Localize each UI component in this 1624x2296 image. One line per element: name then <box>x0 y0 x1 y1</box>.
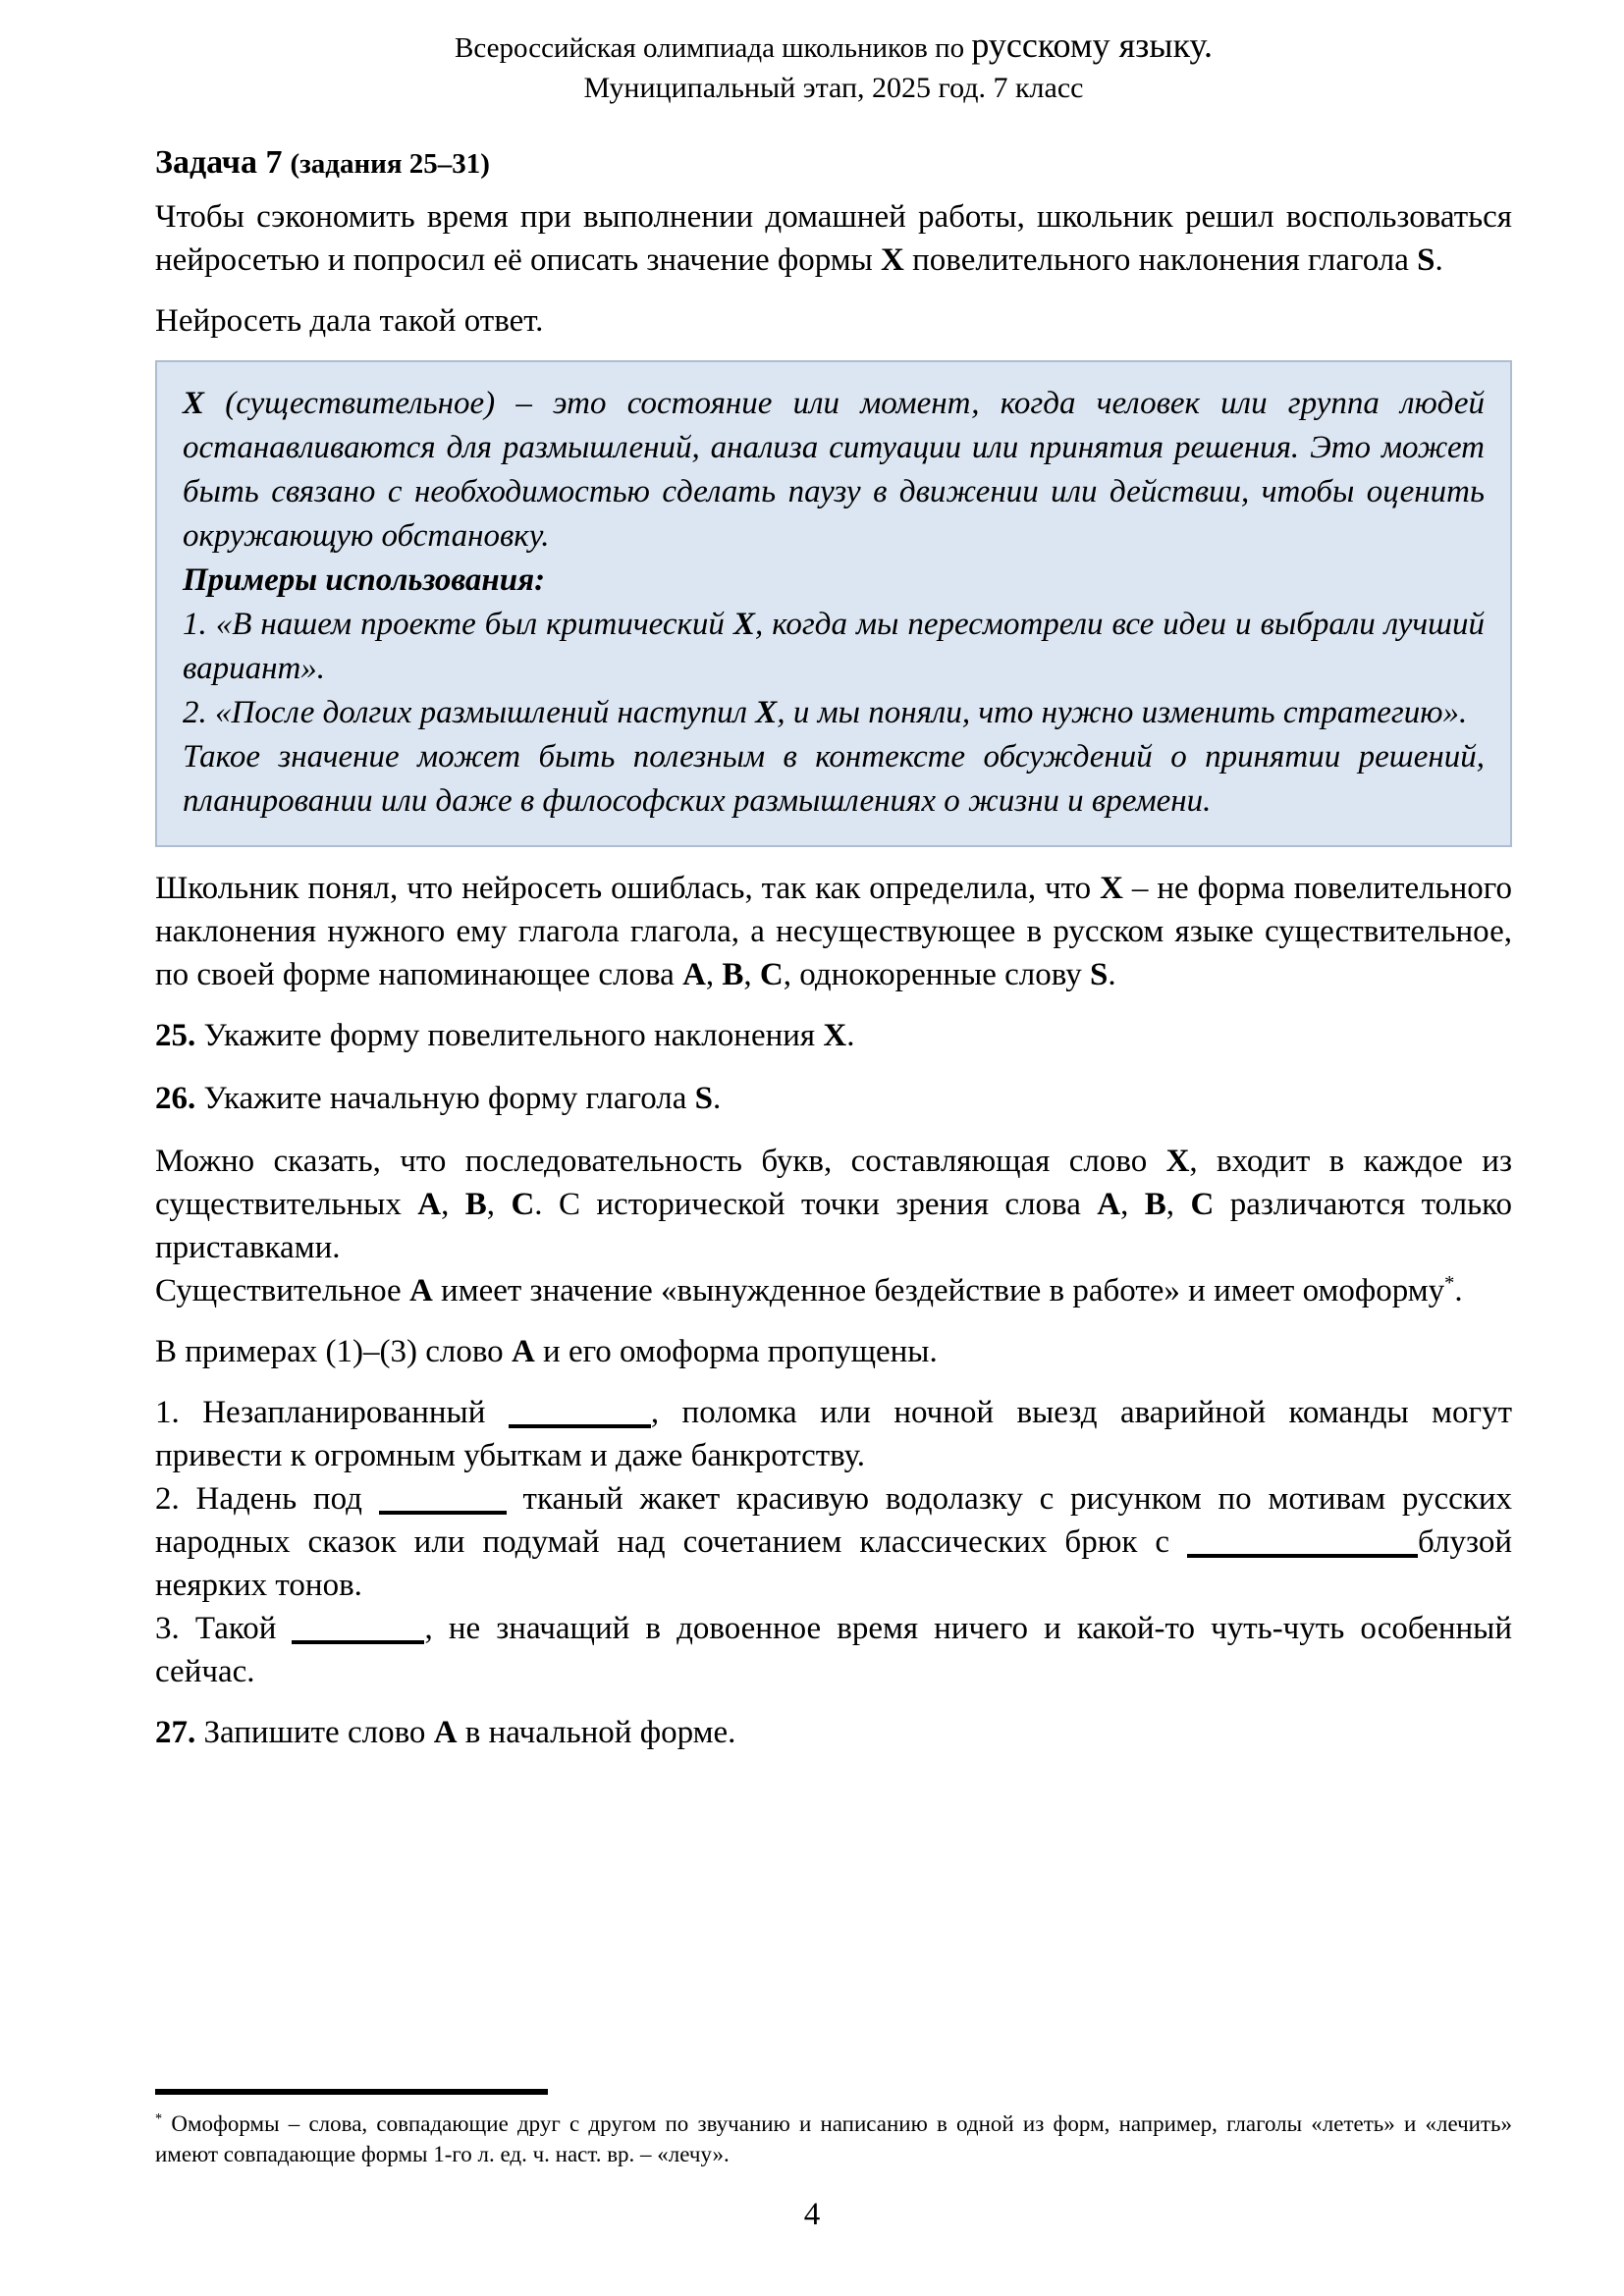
text-run: различаются только приставками. <box>155 1186 1512 1265</box>
text-run: Примеры использования: <box>183 561 546 598</box>
blank-underline <box>379 1485 507 1515</box>
text-run: S <box>694 1080 714 1116</box>
text-run: Нейросеть дала такой ответ. <box>155 302 544 339</box>
text-run: Школьник понял, что нейросеть ошиблась, так как определила, что <box>155 870 1101 906</box>
text-run: С <box>511 1186 535 1222</box>
text-run: X <box>183 385 205 421</box>
footnote-area <box>155 2089 1512 2169</box>
text-run: В <box>722 956 744 992</box>
text-run: , <box>441 1186 465 1222</box>
text-run: Чтобы сэкономить время при выполнении домашней работы, школьник решил воспользоваться нейросетью и попросил её описать значение формы <box>155 198 1512 278</box>
text-run: Существительное <box>155 1272 409 1308</box>
footnote-text <box>155 2109 1512 2169</box>
ai-example-2 <box>183 691 1485 735</box>
text-run: , поломка или ночной выезд аварийной команды могут привести к огромным убыткам и даже банкротству. <box>155 1394 1512 1473</box>
text-run: X <box>881 241 904 278</box>
gap-example-2 <box>155 1477 1512 1607</box>
task-title: Задача 7 <box>155 143 283 181</box>
text-run: . <box>1435 241 1443 278</box>
text-run: , не значащий в довоенное время ничего и какой-то чуть-чуть особенный сейчас. <box>155 1610 1512 1689</box>
text-run: X <box>1100 870 1123 906</box>
text-run: . <box>1454 1272 1463 1308</box>
text-run: В <box>1144 1186 1166 1222</box>
text-run: в начальной форме. <box>457 1714 736 1750</box>
text-run: X <box>823 1017 847 1053</box>
task-subtitle: (задания 25–31) <box>290 147 490 180</box>
blank-underline <box>1187 1528 1418 1558</box>
text-run: (существительное) – это состояние или момент, когда человек или группа людей останавливаются для размышлений, анализа ситуации или принятия решения. Это может быть связано с необходимостью сделать паузу в движении или действии, чтобы оценить окружающую обстановку. <box>183 385 1485 554</box>
ai-example-1 <box>183 603 1485 691</box>
text-run: А <box>682 956 706 992</box>
ai-definition-paragraph <box>183 382 1485 559</box>
text-run: , <box>486 1186 512 1222</box>
olympiad-title <box>155 24 1512 68</box>
olympiad-title-prefix: Всероссийская олимпиада школьников по <box>455 32 972 64</box>
text-run: А <box>511 1333 535 1369</box>
text-run: 26. <box>155 1080 196 1116</box>
text-run: тканый жакет красивую водолазку с рисунком по мотивам русских народных сказок или подумай над сочетанием классических брюк с <box>155 1480 1513 1560</box>
superscript-asterisk: * <box>1444 1271 1455 1294</box>
superscript-asterisk: * <box>155 2110 163 2127</box>
text-run: блузой неярких тонов. <box>155 1523 1512 1603</box>
question-27 <box>155 1711 1512 1754</box>
text-run: X <box>755 694 778 730</box>
text-run: – не форма повелительного наклонения нужного ему глагола глагола, а несуществующее в русском языке существительное, по своей форме напоминающее слова <box>155 870 1512 992</box>
text-run: X <box>1165 1143 1190 1179</box>
ai-examples-heading <box>183 559 1485 603</box>
text-run: , <box>1165 1186 1191 1222</box>
text-run: имеет значение «вынужденное бездействие в работе» и имеет омоформу <box>432 1272 1445 1308</box>
text-run: . <box>713 1080 722 1116</box>
text-run: 1. «В нашем проекте был критический <box>183 606 733 642</box>
page-number: 4 <box>803 2197 821 2232</box>
ai-closing-paragraph <box>183 735 1485 824</box>
blank-underline <box>292 1615 424 1644</box>
ai-answer-box <box>155 360 1512 847</box>
text-run: . <box>1108 956 1116 992</box>
text-run: S <box>1417 241 1435 278</box>
text-run: Укажите начальную форму глагола <box>195 1080 695 1116</box>
noun-a-paragraph <box>155 1269 1512 1312</box>
text-run: А <box>408 1272 433 1308</box>
text-run: Такое значение может быть полезным в контексте обсуждений о принятии решений, планировании или даже в философских размышлениях о жизни и времени. <box>183 738 1485 819</box>
text-run: , <box>1120 1186 1145 1222</box>
text-run: X <box>732 606 755 642</box>
text-run: А <box>433 1714 458 1750</box>
text-run: , <box>705 956 723 992</box>
text-run: , когда мы пересмотрели все идеи и выбрали лучший вариант». <box>183 606 1485 686</box>
text-run: А <box>1097 1186 1121 1222</box>
text-run: Запишите слово <box>195 1714 434 1750</box>
text-run: и его омоформа пропущены. <box>534 1333 938 1369</box>
text-run: . <box>846 1017 855 1053</box>
gaps-intro-paragraph <box>155 1330 1512 1373</box>
text-run: 27. <box>155 1714 196 1750</box>
text-run: , и мы поняли, что нужно изменить стратегию». <box>777 694 1468 730</box>
olympiad-subtitle: Муниципальный этап, 2025 год. 7 класс <box>583 72 1084 104</box>
text-run: , входит в каждое из существительных <box>155 1143 1512 1222</box>
footnote-separator <box>155 2089 548 2095</box>
letters-paragraph <box>155 1140 1512 1269</box>
text-run: Укажите форму повелительного наклонения <box>195 1017 824 1053</box>
text-run: , <box>743 956 760 992</box>
intro-paragraph <box>155 195 1512 282</box>
blank-underline <box>509 1399 651 1428</box>
text-run: А <box>417 1186 442 1222</box>
question-26 <box>155 1077 1512 1120</box>
text-run: S <box>1089 956 1109 992</box>
text-run: 25. <box>155 1017 196 1053</box>
text-run: 2. Надень под <box>155 1480 379 1517</box>
task-heading <box>155 144 1512 182</box>
text-run: В <box>464 1186 487 1222</box>
page-header <box>155 24 1512 107</box>
text-run: 2. «После долгих размышлений наступил <box>183 694 756 730</box>
text-run: Омоформы – слова, совпадающие друг с другом по звучанию и написанию в одной из форм, например, глаголы «лететь» и «лечить» имеют совпадающие формы 1-го л. ед. ч. наст. вр. – «лечу». <box>155 2111 1512 2166</box>
gap-example-3 <box>155 1607 1512 1693</box>
text-run: С <box>759 956 784 992</box>
text-run: 3. Такой <box>155 1610 293 1646</box>
text-run: С <box>1190 1186 1215 1222</box>
text-run: , однокоренные слову <box>783 956 1090 992</box>
text-run: . С исторической точки зрения слова <box>534 1186 1098 1222</box>
text-run: Можно сказать, что последовательность букв, составляющая слово <box>155 1143 1166 1179</box>
text-run: В примерах (1)–(3) слово <box>155 1333 512 1369</box>
text-run: повелительного наклонения глагола <box>903 241 1418 278</box>
answer-intro-paragraph <box>155 299 1512 343</box>
olympiad-title-subject: русскому языку. <box>971 26 1213 65</box>
gap-example-1 <box>155 1391 1512 1477</box>
analysis-paragraph <box>155 867 1512 996</box>
text-run: 1. Незапланированный <box>155 1394 509 1430</box>
question-25 <box>155 1014 1512 1057</box>
